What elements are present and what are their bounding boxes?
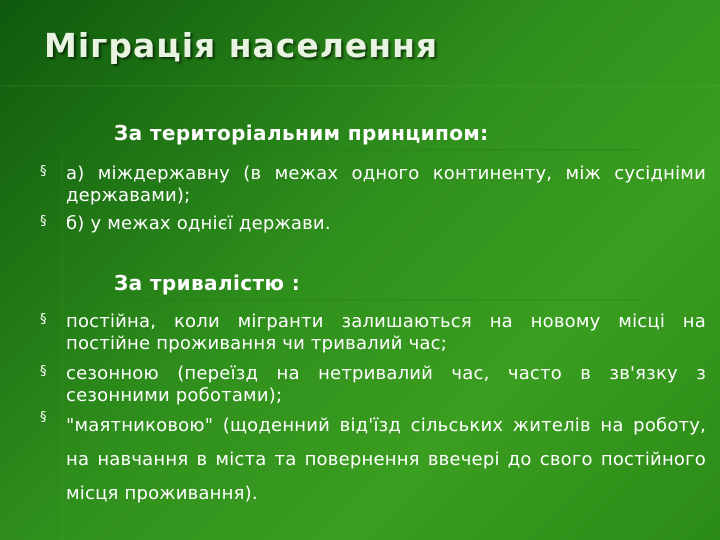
section-heading-duration: За тривалістю :: [114, 271, 301, 295]
duration-list: [0, 311, 706, 511]
list-item-text: "маятниковою" (щоденний від'їзд сільських жителів на роботу, на навчання в міста та повернення ввечері до свого постійного місця проживання).: [66, 415, 706, 504]
bullet-icon: §: [40, 214, 47, 229]
slide-title: Міграція населення: [44, 26, 439, 65]
list-item-text: а) міждержавну (в межах одного континенту, між сусідніми державами);: [66, 163, 706, 206]
list-item-text: б) у межах однієї держави.: [66, 213, 331, 234]
list-item-text: постійна, коли мігранти залишаються на новому місці на постійне проживання чи тривалий час;: [66, 311, 706, 354]
bullet-icon: §: [40, 364, 47, 379]
list-item-text: сезонною (переїзд на нетривалий час, часто в зв'язку з сезонними роботами);: [66, 363, 706, 406]
list-item: [0, 363, 706, 407]
bullet-icon: §: [40, 410, 47, 425]
list-item: [0, 213, 706, 235]
list-item: [0, 163, 706, 207]
bullet-icon: §: [40, 312, 47, 327]
bullet-icon: §: [40, 164, 47, 179]
list-item: [0, 409, 706, 511]
territorial-list: [0, 163, 706, 235]
section-heading-territorial: За територіальним принципом:: [114, 121, 489, 145]
list-item: [0, 311, 706, 355]
